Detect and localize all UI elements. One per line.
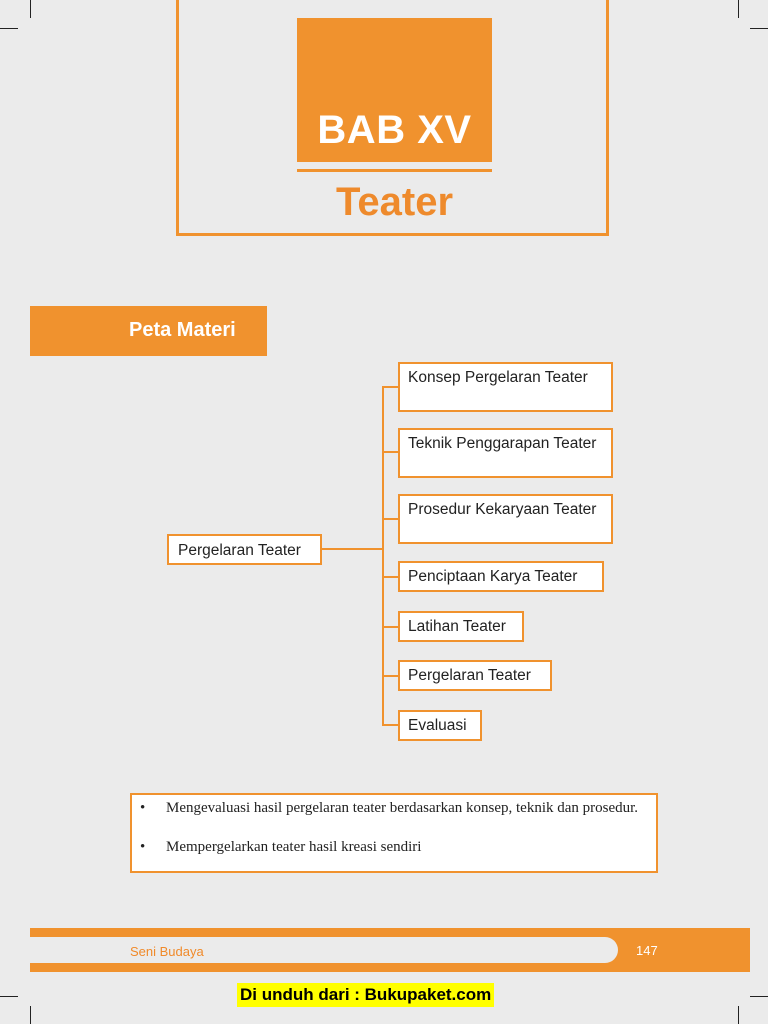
footer-page-number: 147 bbox=[636, 943, 658, 958]
connector-branch bbox=[382, 675, 399, 677]
map-node: Evaluasi bbox=[398, 710, 482, 741]
footer-book-title: Seni Budaya bbox=[130, 944, 204, 959]
crop-mark bbox=[750, 28, 768, 29]
objective-text: Mempergelarkan teater hasil kreasi sendiri bbox=[166, 839, 422, 855]
download-source-note: Di unduh dari : Bukupaket.com bbox=[237, 983, 494, 1007]
chapter-label: BAB XV bbox=[317, 108, 472, 152]
chapter-divider bbox=[297, 169, 492, 172]
map-node: Prosedur Kekaryaan Teater bbox=[398, 494, 613, 544]
connector-branch bbox=[382, 518, 399, 520]
objective-text: Mengevaluasi hasil pergelaran teater berdasarkan konsep, teknik dan prosedur. bbox=[166, 800, 639, 816]
crop-mark bbox=[750, 996, 768, 997]
map-root-node: Pergelaran Teater bbox=[167, 534, 322, 565]
connector-branch bbox=[382, 451, 399, 453]
bullet-icon: • bbox=[140, 800, 146, 816]
crop-mark bbox=[0, 996, 18, 997]
objective-item bbox=[140, 838, 650, 857]
crop-mark bbox=[0, 28, 18, 29]
connector-branch bbox=[382, 576, 399, 578]
chapter-title: Teater bbox=[335, 180, 454, 224]
crop-mark bbox=[30, 1006, 31, 1024]
crop-mark bbox=[738, 0, 739, 18]
crop-mark bbox=[738, 1006, 739, 1024]
map-node: Konsep Pergelaran Teater bbox=[398, 362, 613, 412]
map-node: Teknik Penggarapan Teater bbox=[398, 428, 613, 478]
bullet-icon: • bbox=[140, 839, 146, 855]
map-node: Latihan Teater bbox=[398, 611, 524, 642]
crop-mark bbox=[30, 0, 31, 18]
connector-branch bbox=[382, 626, 399, 628]
map-node: Penciptaan Karya Teater bbox=[398, 561, 604, 592]
chapter-label-box bbox=[297, 18, 492, 162]
footer-inner-band bbox=[30, 937, 618, 963]
map-node: Pergelaran Teater bbox=[398, 660, 552, 691]
section-banner bbox=[30, 306, 267, 356]
connector-branch bbox=[382, 386, 399, 388]
connector-branch bbox=[382, 724, 399, 726]
section-title: Peta Materi bbox=[129, 319, 236, 341]
connector-root bbox=[321, 548, 383, 550]
objective-item bbox=[140, 799, 650, 818]
objectives-box bbox=[130, 793, 658, 873]
